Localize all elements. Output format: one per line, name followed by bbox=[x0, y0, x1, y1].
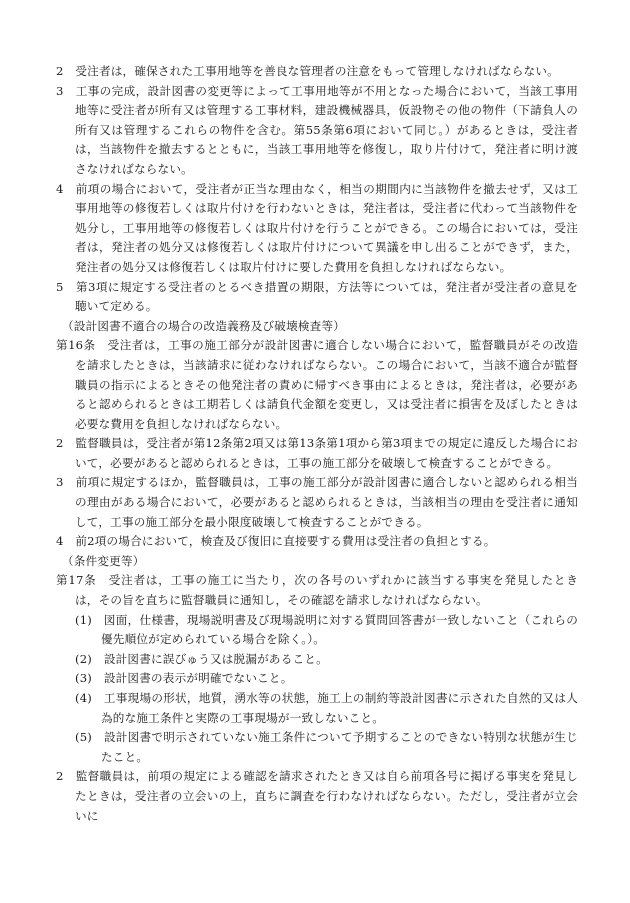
paragraph-15-2: 2 受注者は，確保された工事用地等を善良な管理者の注意をもって管理しなければならない。 bbox=[56, 64, 559, 78]
paragraph-15-5: 5 第3項に規定する受注者のとるべき措置の期限，方法等については，発注者が受注者の意見を聴いて定める。 bbox=[56, 279, 578, 314]
article-17-item-1: (1) 図面，仕様書，現場説明書及び現場説明に対する質問回答書が一致しないこと（これらの優先順位が定められている場合を除く。）。 bbox=[75, 612, 578, 647]
article-17-item-4: (4) 工事現場の形状，地質，湧水等の状態，施工上の制約等設計図書に示された自然的又は人為的な施工条件と実際の工事現場が一致しないこと。 bbox=[75, 691, 578, 725]
paragraph-16-3: 3 前項に規定するほか，監督職員は，工事の施工部分が設計図書に適合しないと認められる相当の理由がある場合において，必要があると認められるときは，当該相当の理由を受注者に通知して，工事の施工部分を最小限度破壊して検査することができる。 bbox=[56, 475, 578, 529]
paragraph-15-3: 3 工事の完成，設計図書の変更等によって工事用地等が不用となった場合において，当該工事用地等に受注者が所有又は管理する工事材料，建設機械器具，仮設物その他の物件（下請負人の所有又は管理するこれらの物件を含む。第55条第6項において同じ。）があるときは，受注者は，当該物件を撤去するとともに，当該工事用地等を修復し，取り片付けて，発注者に明け渡さなければならない。 bbox=[56, 83, 578, 176]
article-17-item-2: (2) 設計図書に誤びゅう又は脱漏があること。 bbox=[75, 651, 328, 666]
paragraph-16-2: 2 監督職員は，受注者が第12条第2項又は第13条第1項から第3項までの規定に違反した場合において，必要があると認められるときは，工事の施工部分を破壊して検査することができる。 bbox=[56, 436, 578, 470]
article-16: 第16条 受注者は，工事の施工部分が設計図書に適合しない場合において，監督職員がその改造を請求したときは，当該請求に従わなければならない。この場合において，当該不適合が監督職員の指示によるときその他発注者の責めに帰すべき事由によるときは，発注者は，必要があると認められるときは工期若しくは請負代金額を変更し，又は受注者に損害を及ぼしたときは必要な費用を負担しなければならない。 bbox=[56, 338, 578, 431]
article-16-caption: （設計図書不適合の場合の改造義務及び破壊検査等） bbox=[62, 318, 346, 333]
paragraph-17-2: 2 監督職員は，前項の規定による確認を請求されたとき又は自ら前項各号に掲げる事実を発見したときは，受注者の立会いの上，直ちに調査を行わなければならない。ただし，受注者が立会いに bbox=[56, 769, 578, 823]
article-17: 第17条 受注者は，工事の施工に当たり，次の各号のいずれかに該当する事実を発見したときは，その旨を直ちに監督職員に通知し，その確認を請求しなければならない。 bbox=[56, 573, 578, 608]
article-17-caption: （条件変更等） bbox=[62, 553, 145, 568]
article-17-item-5: (5) 設計図書で明示されていない施工条件について予期することのできない特別な状態が生じたこと。 bbox=[75, 730, 578, 764]
paragraph-15-4: 4 前項の場合において，受注者が正当な理由なく，相当の期間内に当該物件を撤去せず，又は工事用地等の修復若しくは取片付けを行わないときは，発注者は，受注者に代わって当該物件を処分し，工事用地等の修復若しくは取片付けを行うことができる。この場合においては，受注者は，発注者の処分又は修復若しくは取片付けについて異議を申し出ることができず，また，発注者の処分又は修復若しくは取片付けに要した費用を負担しなければならない。 bbox=[56, 181, 578, 274]
article-17-item-3: (3) 設計図書の表示が明確でないこと。 bbox=[75, 671, 293, 686]
paragraph-16-4: 4 前2項の場合において，検査及び復旧に直接要する費用は受注者の負担とする。 bbox=[56, 534, 496, 549]
